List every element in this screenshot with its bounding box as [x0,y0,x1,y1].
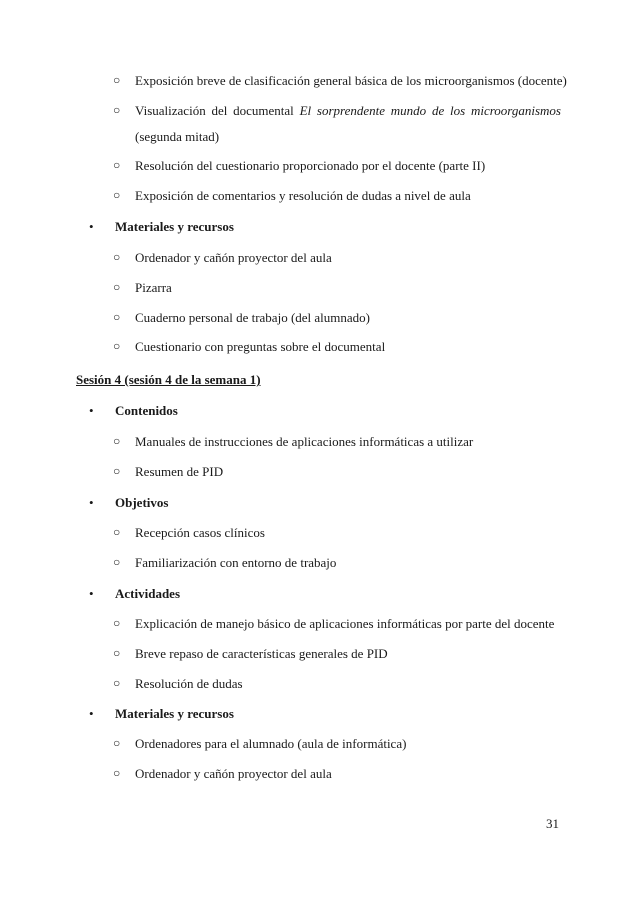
circle-bullet-icon: ○ [113,103,121,117]
bullet-icon: • [89,586,94,601]
circle-bullet-icon: ○ [113,280,121,294]
circle-bullet-icon: ○ [113,73,121,87]
bullet-icon: • [89,706,94,721]
bullet-icon: • [89,403,94,418]
circle-bullet-icon: ○ [113,158,121,172]
session-title: Sesión 4 (sesión 4 de la semana 1) [76,372,261,387]
circle-bullet-icon: ○ [113,555,121,569]
circle-bullet-icon: ○ [113,464,121,478]
circle-bullet-icon: ○ [113,339,121,353]
circle-bullet-icon: ○ [113,646,121,660]
circle-bullet-icon: ○ [113,188,121,202]
circle-bullet-icon: ○ [113,250,121,264]
bullet-icon: • [89,219,94,234]
document-page: ○ Exposición breve de clasificación general básica de los microorganismos (docente) ○ Visualización del documental El sorprendente mundo de los microorganismos (segunda mitad) ○ Resolución del cuestionario proporcionado por el docente (parte II) ○ Exposición de comentarios y resolución de dudas a nivel de aula • Materiales y recursos ○ Ordenador y cañón proyector del aula ○ Pizarra ○ Cuaderno personal de trabajo (del alumnado) ○ Cuestionario con preguntas sobre el documental Sesión 4 (sesión 4 de la semana 1) • Contenidos ○ Manuales de instrucciones de aplicaciones informáticas a utilizar ○ Resumen de PID • Objetivos ○ Recepción casos clínicos ○ Familiarización con entorno de trabajo • Actividades ○ Explicación de manejo básico de aplicaciones informáticas por parte del docente ○ Breve repaso de características generales de PID ○ Resolución de dudas • Materiales y recursos ○ Ordenadores para el alumnado (aula de informática) ○ Ordenador y cañón proyector del aula 31 [76,73,567,831]
circle-bullet-icon: ○ [113,434,121,448]
circle-bullet-icon: ○ [113,676,121,690]
page-number: 31 [546,816,559,831]
circle-bullet-icon: ○ [113,310,121,324]
bullet-icon: • [89,495,94,510]
documentary-title: El sorprendente mundo de los microorganismos [299,103,561,118]
circle-bullet-icon: ○ [113,616,121,630]
circle-bullet-icon: ○ [113,525,121,539]
circle-bullet-icon: ○ [113,766,121,780]
circle-bullet-icon: ○ [113,736,121,750]
